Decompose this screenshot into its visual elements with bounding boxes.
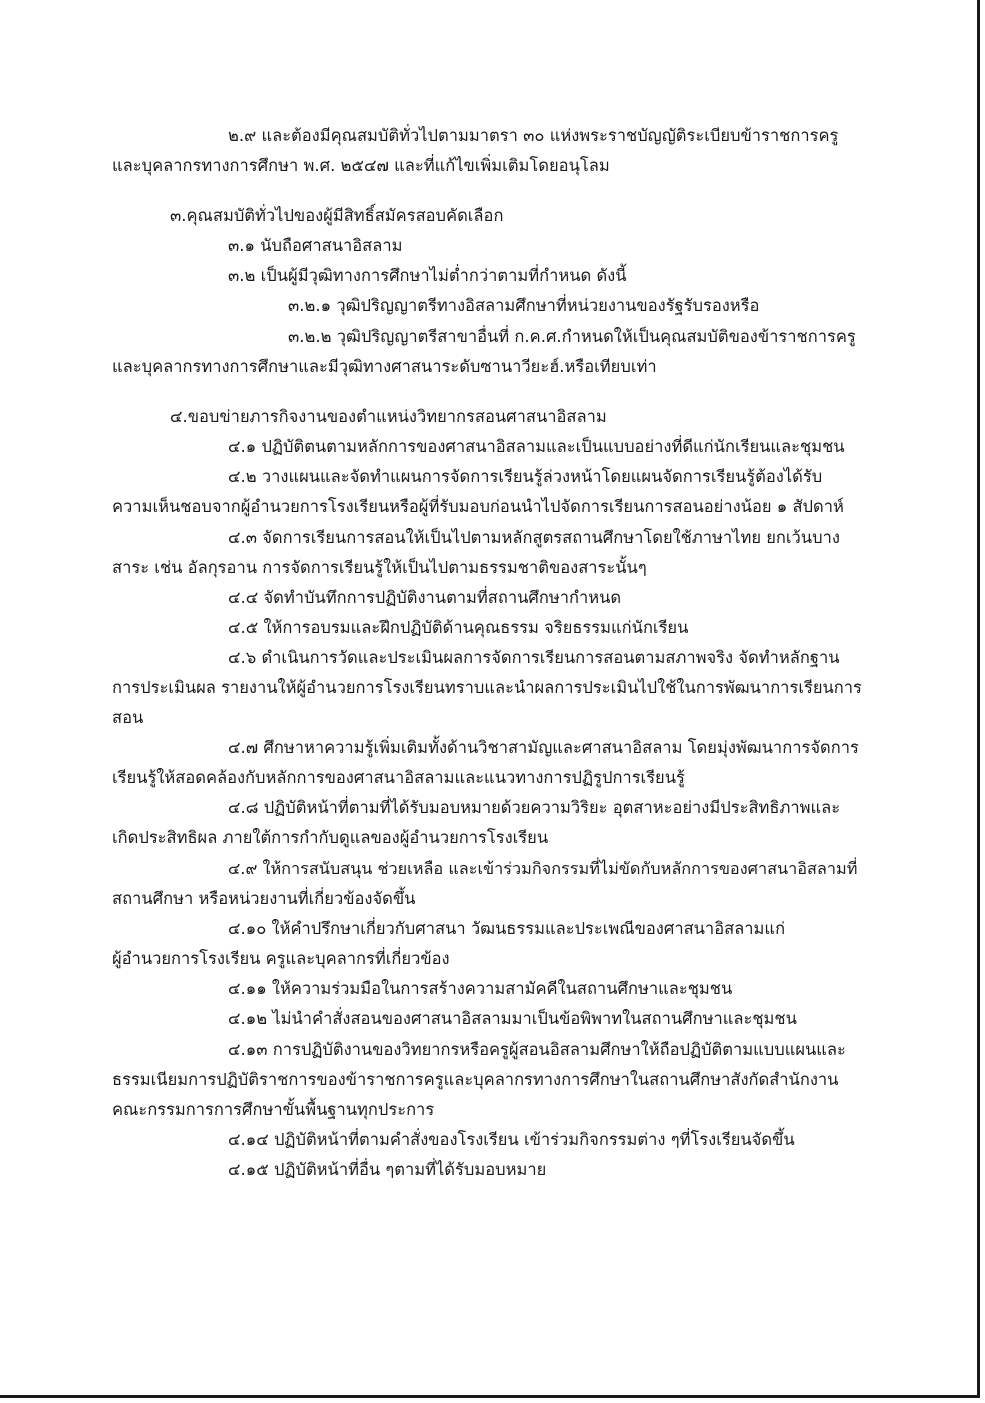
- item-2-9-line-1: ๒.๙ และต้องมีคุณสมบัติทั่วไปตามมาตรา ๓๐ แห่งพระราชบัญญัติระเบียบข้าราชการครู: [228, 126, 839, 145]
- item-4-6-line-3: สอน: [112, 708, 144, 727]
- item-3-2: ๓.๒ เป็นผู้มีวุฒิทางการศึกษาไม่ต่ำกว่าตามที่กำหนด ดังนี้: [228, 266, 627, 285]
- item-4-6-line-2: การประเมินผล รายงานให้ผู้อำนวยการโรงเรียนทราบและนำผลการประเมินไปใช้ในการพัฒนาการเรียนการ: [112, 678, 862, 697]
- item-4-13-line-1: ๔.๑๓ การปฏิบัติงานของวิทยากรหรือครูผู้สอนอิสลามศึกษาให้ถือปฏิบัติตามแบบแผนและ: [228, 1040, 846, 1059]
- item-4-3-line-2: สาระ เช่น อัลกุรอาน การจัดการเรียนรู้ให้เป็นไปตามธรรมชาติของสาระนั้นๆ: [112, 558, 647, 577]
- section-3-heading: ๓.คุณสมบัติทั่วไปของผู้มีสิทธิ์สมัครสอบคัดเลือก: [170, 206, 504, 225]
- item-3-2-2-line-1: ๓.๒.๒ วุฒิปริญญาตรีสาขาอื่นที่ ก.ค.ศ.กำหนดให้เป็นคุณสมบัติของข้าราชการครู: [288, 327, 856, 346]
- item-4-12: ๔.๑๒ ไม่นำคำสั่งสอนของศาสนาอิสลามมาเป็นข้อพิพาทในสถานศึกษาและชุมชน: [228, 1009, 797, 1028]
- section-4-heading: ๔.ขอบข่ายภารกิจงานของตำแหน่งวิทยากรสอนศาสนาอิสลาม: [170, 407, 607, 426]
- item-4-4: ๔.๔ จัดทำบันทึกการปฏิบัติงานตามที่สถานศึกษากำหนด: [228, 588, 622, 607]
- item-4-10-line-1: ๔.๑๐ ให้คำปรึกษาเกี่ยวกับศาสนา วัฒนธรรมและประเพณีของศาสนาอิสลามแก่: [228, 919, 786, 938]
- item-4-11: ๔.๑๑ ให้ความร่วมมือในการสร้างความสามัคคีในสถานศึกษาและชุมชน: [228, 979, 733, 998]
- item-3-1: ๓.๑ นับถือศาสนาอิสลาม: [228, 236, 403, 255]
- item-4-7-line-2: เรียนรู้ให้สอดคล้องกับหลักการของศาสนาอิสลามและแนวทางการปฏิรูปการเรียนรู้: [112, 768, 685, 787]
- item-4-5: ๔.๕ ให้การอบรมและฝึกปฏิบัติด้านคุณธรรม จริยธรรมแก่นักเรียน: [228, 618, 689, 637]
- item-4-8-line-1: ๔.๘ ปฏิบัติหน้าที่ตามที่ได้รับมอบหมายด้วยความวิริยะ อุตสาหะอย่างมีประสิทธิภาพและ: [228, 798, 841, 817]
- item-3-2-2-line-2: และบุคลากรทางการศึกษาและมีวุฒิทางศาสนาระดับซานาวียะฮ์.หรือเทียบเท่า: [112, 357, 657, 376]
- item-4-9-line-1: ๔.๙ ให้การสนับสนุน ช่วยเหลือ และเข้าร่วมกิจกรรมที่ไม่ขัดกับหลักการของศาสนาอิสลามที่: [228, 859, 858, 878]
- item-4-13-line-3: คณะกรรมการการศึกษาขั้นพื้นฐานทุกประการ: [112, 1100, 435, 1119]
- item-4-13-line-2: ธรรมเนียมการปฏิบัติราชการของข้าราชการครูและบุคลากรทางการศึกษาในสถานศึกษาสังกัดสำนักงาน: [112, 1070, 839, 1089]
- item-4-2-line-2: ความเห็นชอบจากผู้อำนวยการโรงเรียนหรือผู้ที่รับมอบก่อนนำไปจัดการเรียนการสอนอย่างน้อย ๑ สัปดาห์: [112, 497, 844, 516]
- item-4-2-line-1: ๔.๒ วางแผนและจัดทำแผนการจัดการเรียนรู้ล่วงหน้าโดยแผนจัดการเรียนรู้ต้องได้รับ: [228, 467, 823, 486]
- item-4-14: ๔.๑๔ ปฏิบัติหน้าที่ตามคำสั่งของโรงเรียน เข้าร่วมกิจกรรมต่าง ๆที่โรงเรียนจัดขึ้น: [228, 1130, 795, 1149]
- item-4-8-line-2: เกิดประสิทธิผล ภายใต้การกำกับดูแลของผู้อำนวยการโรงเรียน: [112, 828, 549, 847]
- item-2-9-line-2: และบุคลากรทางการศึกษา พ.ศ. ๒๕๔๗ และที่แก้ไขเพิ่มเติมโดยอนุโลม: [112, 156, 610, 175]
- item-3-2-1: ๓.๒.๑ วุฒิปริญญาตรีทางอิสลามศึกษาที่หน่วยงานของรัฐรับรองหรือ: [288, 296, 760, 315]
- item-4-9-line-2: สถานศึกษา หรือหน่วยงานที่เกี่ยวข้องจัดขึ้น: [112, 889, 416, 908]
- item-4-10-line-2: ผู้อำนวยการโรงเรียน ครูและบุคลากรที่เกี่ยวข้อง: [112, 949, 450, 968]
- item-4-15: ๔.๑๕ ปฏิบัติหน้าที่อื่น ๆตามที่ได้รับมอบหมาย: [228, 1160, 547, 1179]
- item-4-3-line-1: ๔.๓ จัดการเรียนการสอนให้เป็นไปตามหลักสูตรสถานศึกษาโดยใช้ภาษาไทย ยกเว้นบาง: [228, 528, 840, 547]
- item-4-1: ๔.๑ ปฏิบัติตนตามหลักการของศาสนาอิสลามและเป็นแบบอย่างที่ดีแก่นักเรียนและชุมชน: [228, 437, 845, 456]
- item-4-6-line-1: ๔.๖ ดำเนินการวัดและประเมินผลการจัดการเรียนการสอนตามสภาพจริง จัดทำหลักฐาน: [228, 648, 840, 667]
- item-4-7-line-1: ๔.๗ ศึกษาหาความรู้เพิ่มเติมทั้งด้านวิชาสามัญและศาสนาอิสลาม โดยมุ่งพัฒนาการจัดการ: [228, 738, 859, 757]
